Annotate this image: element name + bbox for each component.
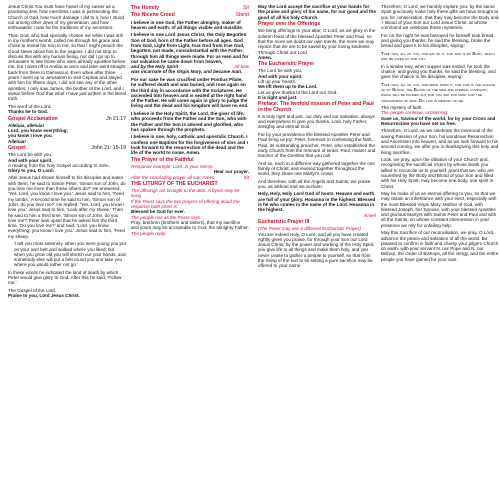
section-heading [8, 146, 126, 151]
posture-note: Sit [243, 174, 249, 180]
priest-text: Therefore, O Lord, as we celebrate the memorial of the saving Passion of your Son, his wondrous Resurrection and Ascension into heaven, and as we look forward to his second coming, we offer you in thanksgiving this holy and living sacrifice. [381, 128, 499, 155]
consecration-words: Take this, all of you, and eat of it, for this is my Body, which will be given up for you. [381, 50, 495, 62]
gospel-title: Gospel [8, 144, 26, 151]
dialogue-line: Let us give thanks to the Lord our God. [258, 89, 338, 95]
rubric: The offerings are brought to the altar. A hymn may be sung. [131, 188, 240, 199]
priest-text: Pray, brethren (brothers and sisters), that my sacrifice and yours may be acceptable to God, the almighty Father. [131, 219, 249, 231]
reading-conclusion: The word of the Lord. [8, 103, 52, 109]
dialogue-line: Lift up your hearts. [258, 79, 297, 85]
liturgy-eucharist-title: THE LITURGY OF THE EUCHARIST [131, 180, 218, 187]
gospel-response: Praise to you, Lord Jesus Christ. [8, 293, 80, 299]
rubric: The people continue, acclaiming: [381, 110, 449, 116]
dialogue-response: And with your spirit. [258, 73, 303, 79]
section-heading [258, 102, 376, 113]
gospel-conclusion: The Gospel of the Lord. [8, 287, 57, 293]
priest-text: We bring offerings to your altar, O Lord, as we glory in the solemn feast of the blessed Apostles Peter and Paul, so that the more we doubt our own merits, the more we may rejoice that we are to be saved by your loving kindness. Through Christ our Lord. [258, 28, 376, 55]
preface-title: Preface: The twofold mission of Peter and Paul in the Church [258, 101, 374, 113]
priest-text: Look, we pray, upon the oblation of your Church and, recognising the sacrificial Victim by whose death you willed to reconcile us to yourself, grant that we, who are nourished by the Body and Blood of your Son and filled with his Holy Spirit, may become one body, one spirit in Christ. [381, 157, 494, 189]
gospel-acclamation-title: Gospel Acclamation [8, 115, 58, 122]
dialogue-response: Glory to you, O Lord. [8, 168, 54, 174]
scripture-reference: Jn 21:17 [106, 115, 126, 122]
posture-note: All bow [234, 64, 249, 70]
section-heading [131, 182, 249, 187]
creed-text: I believe in one, holy, catholic and apostolic Church. I confess one Baptism for the forgiveness of sins and I look forward to the resurrection of the dead and the life of the world to come. Amen. [131, 134, 248, 156]
rubric: If the Priest says the two prayers of offering aloud the response both times is: [131, 198, 240, 210]
section-heading [8, 117, 126, 122]
sanctus-text: Holy, Holy, Holy Lord God of hosts. Heaven and earth are full of your glory. Hosanna in the highest. Blessed is he who comes in the name of the Lord. Hosanna in the highest. [258, 191, 376, 213]
priest-text: In a similar way, when supper was ended, he took the chalice, and giving you thanks, he said the blessing, and gave the chalice to his disciples, saying: [381, 63, 496, 80]
rubric: Response example: Lord, in your mercy. [131, 163, 214, 169]
acclamation-line: Alleluia! [8, 138, 26, 144]
rubric: The people rise as the Priest says: [131, 214, 202, 220]
prayer-offerings-title: Prayer over the Offerings [258, 21, 321, 28]
creed-text: was incarnate of the Virgin Mary, and became man. [131, 69, 243, 75]
creed-text: I believe in one Lord Jesus Christ, the Only Begotten Son of God, born of the Father before all ages. God from God, Light from Light, true God from true God, begotten, not made, consubstantial with the Father; through him all things were made. For us men and for our salvation he came down from heaven, [131, 32, 249, 64]
priest-text: May this Sacrifice of our reconciliation, we pray, O Lord, advance the peace and salvation of all the world. Be pleased to confirm in faith and charity your pilgrim Church on earth, with your servant N. our Pope and N. our Bishop, the Order of Bishops, all the clergy, and the entire people you have gained for your own. [381, 230, 499, 262]
posture-note: Sit [242, 5, 249, 11]
dialogue-response: We lift them up to the Lord. [258, 84, 318, 90]
gospel-text: After Jesus had shown himself to his disciples and eaten with them, he said to Simon Peter, 'Simon son of John, do you love me more than these others do?' He answered, 'Yes, Lord, you know I love you.' Jesus said to him, 'Feed my lambs.' A second time he said to him, 'Simon son of John, do you love me?' He replied, 'Yes, Lord, you know I love you.' Jesus said to him, 'Look after my sheep.' Then he said to him a third time, 'Simon son of John, do you love me?' Peter was upset that he asked him the third time, 'Do you love me?' and said, 'Lord, you know everything; you know I love you.' Jesus said to him, 'Feed my sheep. [8, 175, 126, 239]
rubric: (The Priest may use a different Eucharistic Prayer) [258, 226, 361, 232]
section-heading [131, 13, 249, 18]
priest-text: May he make of us an eternal offering to you, so that we may obtain an inheritance with your elect, especially with the most Blessed Virgin Mary, Mother of God, with blessed Joseph, her Spouse, with your blessed Apostles and glorious Martyrs with Saints Peter and Paul and with all the Saints, on whose constant intercession in your presence we rely for unfailing help. [381, 191, 497, 228]
section-heading [258, 62, 376, 67]
creed-text: and by the Holy Spirit [131, 64, 179, 70]
dialogue-line: A reading from the holy Gospel according to John. [8, 162, 110, 168]
column-consecration [381, 4, 499, 264]
response-text: Blessed be God for ever. [131, 209, 185, 215]
section-heading [258, 22, 376, 27]
preface-text: And therefore, with all the Angels and Saints, we praise you, as without end we acclaim: [258, 178, 371, 189]
response-text: Hear our prayer. [213, 169, 249, 175]
gospel-text: In these words he indicated the kind of death by which Peter would give glory to God. After this he said, 'Follow me.' [8, 269, 122, 286]
reading-text: Then God, who had specially chosen me while I was still in my mother's womb, called me through his grace and chose to reveal his Son to me, so that I might preach the Good News about him to the pagans. I did not stop to discuss this with any human being, nor did I go up to Jerusalem to see those who were already apostles before me, but I went off to Arabia at once and later went straight back from there to Damascus. Even when after three years I went up to Jerusalem to visit Cephas and stayed with him for fifteen days, I did not see any of the other apostles; I only saw James, the brother of the Lord, and I swear before God that what I have just written is the literal truth. [8, 32, 126, 102]
posture-note: Kneel [364, 212, 376, 218]
rubric: After the concluding prayer all say: Amen. [131, 174, 216, 180]
preface-text: For by your providence the blessed Apostles Peter and Paul bring us joy: Peter, foremost in confessing the faith, Paul, its outstanding preacher, Peter, who established the early Church from the remnant of Israel, Paul, master and teacher of the Gentiles that you call. [258, 131, 376, 159]
creed-text: I believe in the Holy Spirit, the Lord, the giver of life, who proceeds from the Father and the Son, who with the Father and the Son is adored and glorified, who has spoken through the prophets. [131, 110, 247, 132]
creed-title: The Nicene Creed [131, 12, 175, 19]
column-eucharistic-prayer [258, 4, 376, 271]
preface-text: It is truly right and just, our duty and our salvation, always and everywhere to give you thanks, Lord, holy Father, almighty and eternal God. [258, 113, 375, 130]
creed-text: For our sake he was crucified under Pontius Pilate, he suffered death and was buried, and rose again on the third day in accordance with the Scriptures. He ascended into heaven and is seated at the right hand of the Father. He will come again in glory to judge the living and the dead and his kingdom will have no end. [131, 76, 249, 109]
priest-text: You are indeed Holy, O Lord, and all you have created rightly gives you praise, for through your Son our Lord Jesus Christ, by the power and working of the Holy Spirit, you give life to all things and make them holy, and you never cease to gather a people to yourself, so that from the rising of the sun to its setting a pure sacrifice may be offered to your name. [258, 231, 375, 269]
eucharistic-prayer-title: The Eucharistic Prayer [258, 61, 315, 68]
rubric-line [131, 175, 249, 180]
acclamation-line: Lord, you know everything; [8, 128, 68, 134]
dialogue-response: It is right and just. [258, 94, 298, 100]
homily-title: The Homily [131, 5, 159, 11]
priest-text: The mystery of faith. [381, 104, 423, 110]
reading-text: Jesus Christ.You must have heard of my career as a practising Jew, how merciless I was in persecuting the Church of God, how much damage I did to it, how I stood out among other Jews of my generation, and how enthusiastic I was for the traditions of my ancestors. [8, 4, 124, 31]
response-text: May the Lord accept the sacrifice at your hands for the praise and glory of his name, for our good and the good of all his holy Church. [258, 4, 376, 20]
acclamation-line: you know I love you. [8, 133, 53, 139]
preface-text: And so, each in a different way gathered together the one family of Christ; and revered together throughout the world, they share one Martyr's crown. [258, 160, 375, 177]
posture-note: Stand [235, 12, 249, 19]
dialogue-line: The Lord be with you. [258, 68, 303, 74]
gospel-text: 'I tell you most solemnly, when you were young you put on your own belt and walked where you liked; but when you grow old you will stretch out your hands, and somebody else will put a belt round you and take you where you would rather not go.' [14, 241, 126, 268]
scripture-reference: John 21: 15-19 [91, 144, 126, 151]
eucharistic-prayer-iii-title: Eucharistic Prayer III [258, 218, 310, 225]
section-heading [258, 220, 376, 225]
priest-text: For on the night he was betrayed he himself took bread, and giving you thanks, he said the blessing, broke the bread and gave it to his disciples, saying: [381, 32, 495, 49]
prayer-faithful-title: The Prayer of the Faithful [131, 156, 194, 163]
rubric: The people reply: [131, 230, 167, 236]
section-heading [131, 6, 249, 11]
acclamation-line: Alleluia, alleluia! [8, 122, 44, 128]
acclamation-text: Save us, Saviour of the world, for by your Cross and Resurrection you have set us free. [381, 115, 496, 126]
reading-response: Thanks be to God. [8, 109, 49, 115]
column-readings [8, 4, 126, 299]
consecration-words: Take this, all of you, and drink from it, for this is the chalice of my Blood, the Blood of the new and eternal covenant, which will be poured out for you and for many for the forgiveness of sins. Do this in memory of me. [381, 81, 496, 103]
dialogue-response: And with your spirit. [8, 157, 53, 163]
section-heading [131, 158, 249, 163]
response-text: Amen. [258, 54, 273, 60]
column-creed [131, 4, 249, 236]
creed-text: I believe in one God, the Father almighty, maker of heaven and earth, of all things visible and invisible. [131, 19, 244, 30]
priest-text: Therefore, O Lord, we humbly implore you: by the same Spirit graciously make holy these gifts we have brought to you for consecration, that they may become the Body and + Blood of your Son our Lord Jesus Christ, at whose command we celebrate these mysteries. [381, 4, 499, 31]
dialogue-line: The Lord be with you. [8, 152, 53, 158]
